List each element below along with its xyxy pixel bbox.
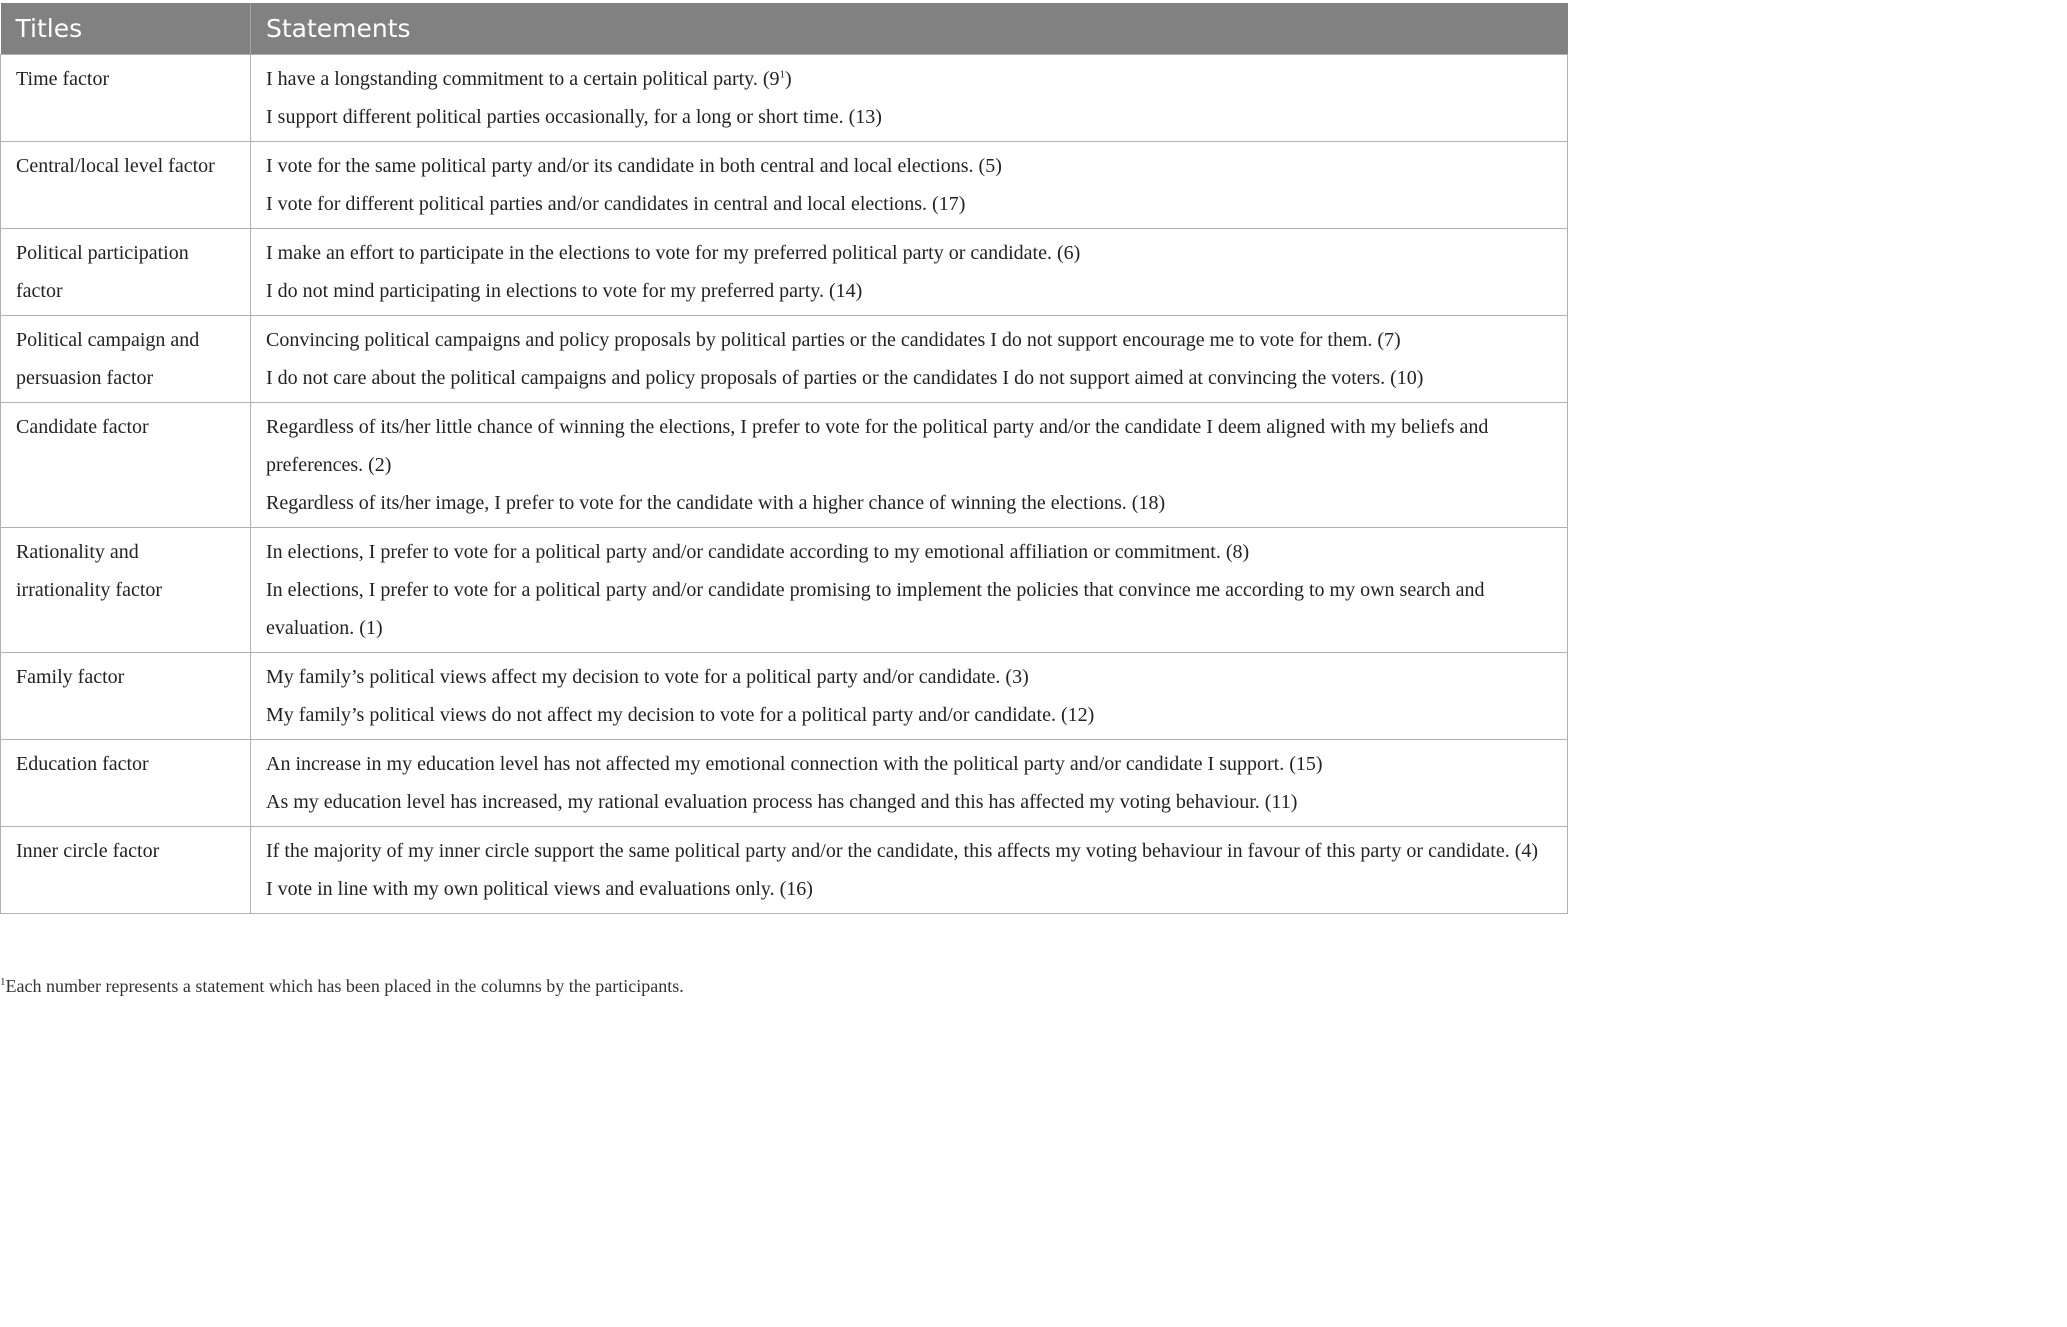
row-title: Candidate factor bbox=[1, 403, 251, 528]
header-titles: Titles bbox=[1, 3, 251, 55]
table-row bbox=[1, 229, 1568, 316]
table-row bbox=[1, 827, 1568, 914]
statement: I do not mind participating in elections to vote for my preferred party. (14) bbox=[266, 280, 863, 302]
statement: I do not care about the political campaigns and policy proposals of parties or the candidates I do not support aimed at convincing the voters. (10) bbox=[266, 367, 1424, 389]
statement: In elections, I prefer to vote for a political party and/or candidate according to my emotional affiliation or commitment. (8) bbox=[266, 541, 1250, 563]
header-statements: Statements bbox=[251, 3, 1568, 55]
row-title: Family factor bbox=[1, 653, 251, 740]
row-title: Time factor bbox=[1, 55, 251, 142]
statement: An increase in my education level has not affected my emotional connection with the political party and/or candidate I support. (15) bbox=[266, 753, 1323, 775]
table-row bbox=[1, 528, 1568, 653]
statement-tail: ) bbox=[785, 68, 792, 90]
row-title: Central/local level factor bbox=[1, 142, 251, 229]
statement: If the majority of my inner circle support the same political party and/or the candidate, this affects my voting behaviour in favour of this party or candidate. (4) bbox=[266, 840, 1539, 862]
statements-table bbox=[0, 3, 1568, 914]
row-statements bbox=[251, 528, 1568, 653]
statements-table-container bbox=[0, 3, 1567, 914]
table-row bbox=[1, 316, 1568, 403]
row-statements bbox=[251, 142, 1568, 229]
table-footnote bbox=[0, 976, 684, 997]
table-row bbox=[1, 740, 1568, 827]
row-statements bbox=[251, 827, 1568, 914]
row-title: Inner circle factor bbox=[1, 827, 251, 914]
table-header bbox=[1, 3, 1568, 55]
statement: Convincing political campaigns and policy proposals by political parties or the candidates I do not support encourage me to vote for them. (7) bbox=[266, 329, 1401, 351]
footnote-text: Each number represents a statement which has been placed in the columns by the participants. bbox=[5, 976, 684, 996]
statement: Regardless of its/her little chance of winning the elections, I prefer to vote for the political party and/or the candidate I deem aligned with my beliefs and preferences. (2) bbox=[266, 416, 1489, 476]
statement: I make an effort to participate in the elections to vote for my preferred political party or candidate. (6) bbox=[266, 242, 1081, 264]
row-title: Political participation factor bbox=[1, 229, 251, 316]
row-statements bbox=[251, 316, 1568, 403]
statement: Regardless of its/her image, I prefer to vote for the candidate with a higher chance of winning the elections. (18) bbox=[266, 492, 1166, 514]
row-statements bbox=[251, 55, 1568, 142]
table-row bbox=[1, 653, 1568, 740]
row-title: Education factor bbox=[1, 740, 251, 827]
statement-text: I have a longstanding commitment to a certain political party. (9 bbox=[266, 68, 780, 90]
statement: I vote for the same political party and/or its candidate in both central and local elections. (5) bbox=[266, 155, 1002, 177]
statement: I vote for different political parties and/or candidates in central and local elections. (17) bbox=[266, 193, 966, 215]
statement bbox=[266, 60, 1552, 98]
row-title: Political campaign and persuasion factor bbox=[1, 316, 251, 403]
footnote-marker: 1 bbox=[0, 976, 6, 988]
row-statements bbox=[251, 403, 1568, 528]
statement: I support different political parties occasionally, for a long or short time. (13) bbox=[266, 106, 882, 128]
footnote-marker: 1 bbox=[779, 68, 786, 81]
statement: My family’s political views affect my decision to vote for a political party and/or candidate. (3) bbox=[266, 666, 1029, 688]
statement: I vote in line with my own political views and evaluations only. (16) bbox=[266, 878, 813, 900]
row-statements bbox=[251, 740, 1568, 827]
table-body bbox=[1, 55, 1568, 914]
header-row bbox=[1, 3, 1568, 55]
table-row bbox=[1, 403, 1568, 528]
table-row bbox=[1, 55, 1568, 142]
statement: As my education level has increased, my rational evaluation process has changed and this has affected my voting behaviour. (11) bbox=[266, 791, 1298, 813]
row-statements bbox=[251, 229, 1568, 316]
table-row bbox=[1, 142, 1568, 229]
row-title: Rationality and irrationality factor bbox=[1, 528, 251, 653]
row-statements bbox=[251, 653, 1568, 740]
statement: In elections, I prefer to vote for a political party and/or candidate promising to implement the policies that convince me according to my own search and evaluation. (1) bbox=[266, 579, 1485, 639]
statement: My family’s political views do not affect my decision to vote for a political party and/or candidate. (12) bbox=[266, 704, 1095, 726]
